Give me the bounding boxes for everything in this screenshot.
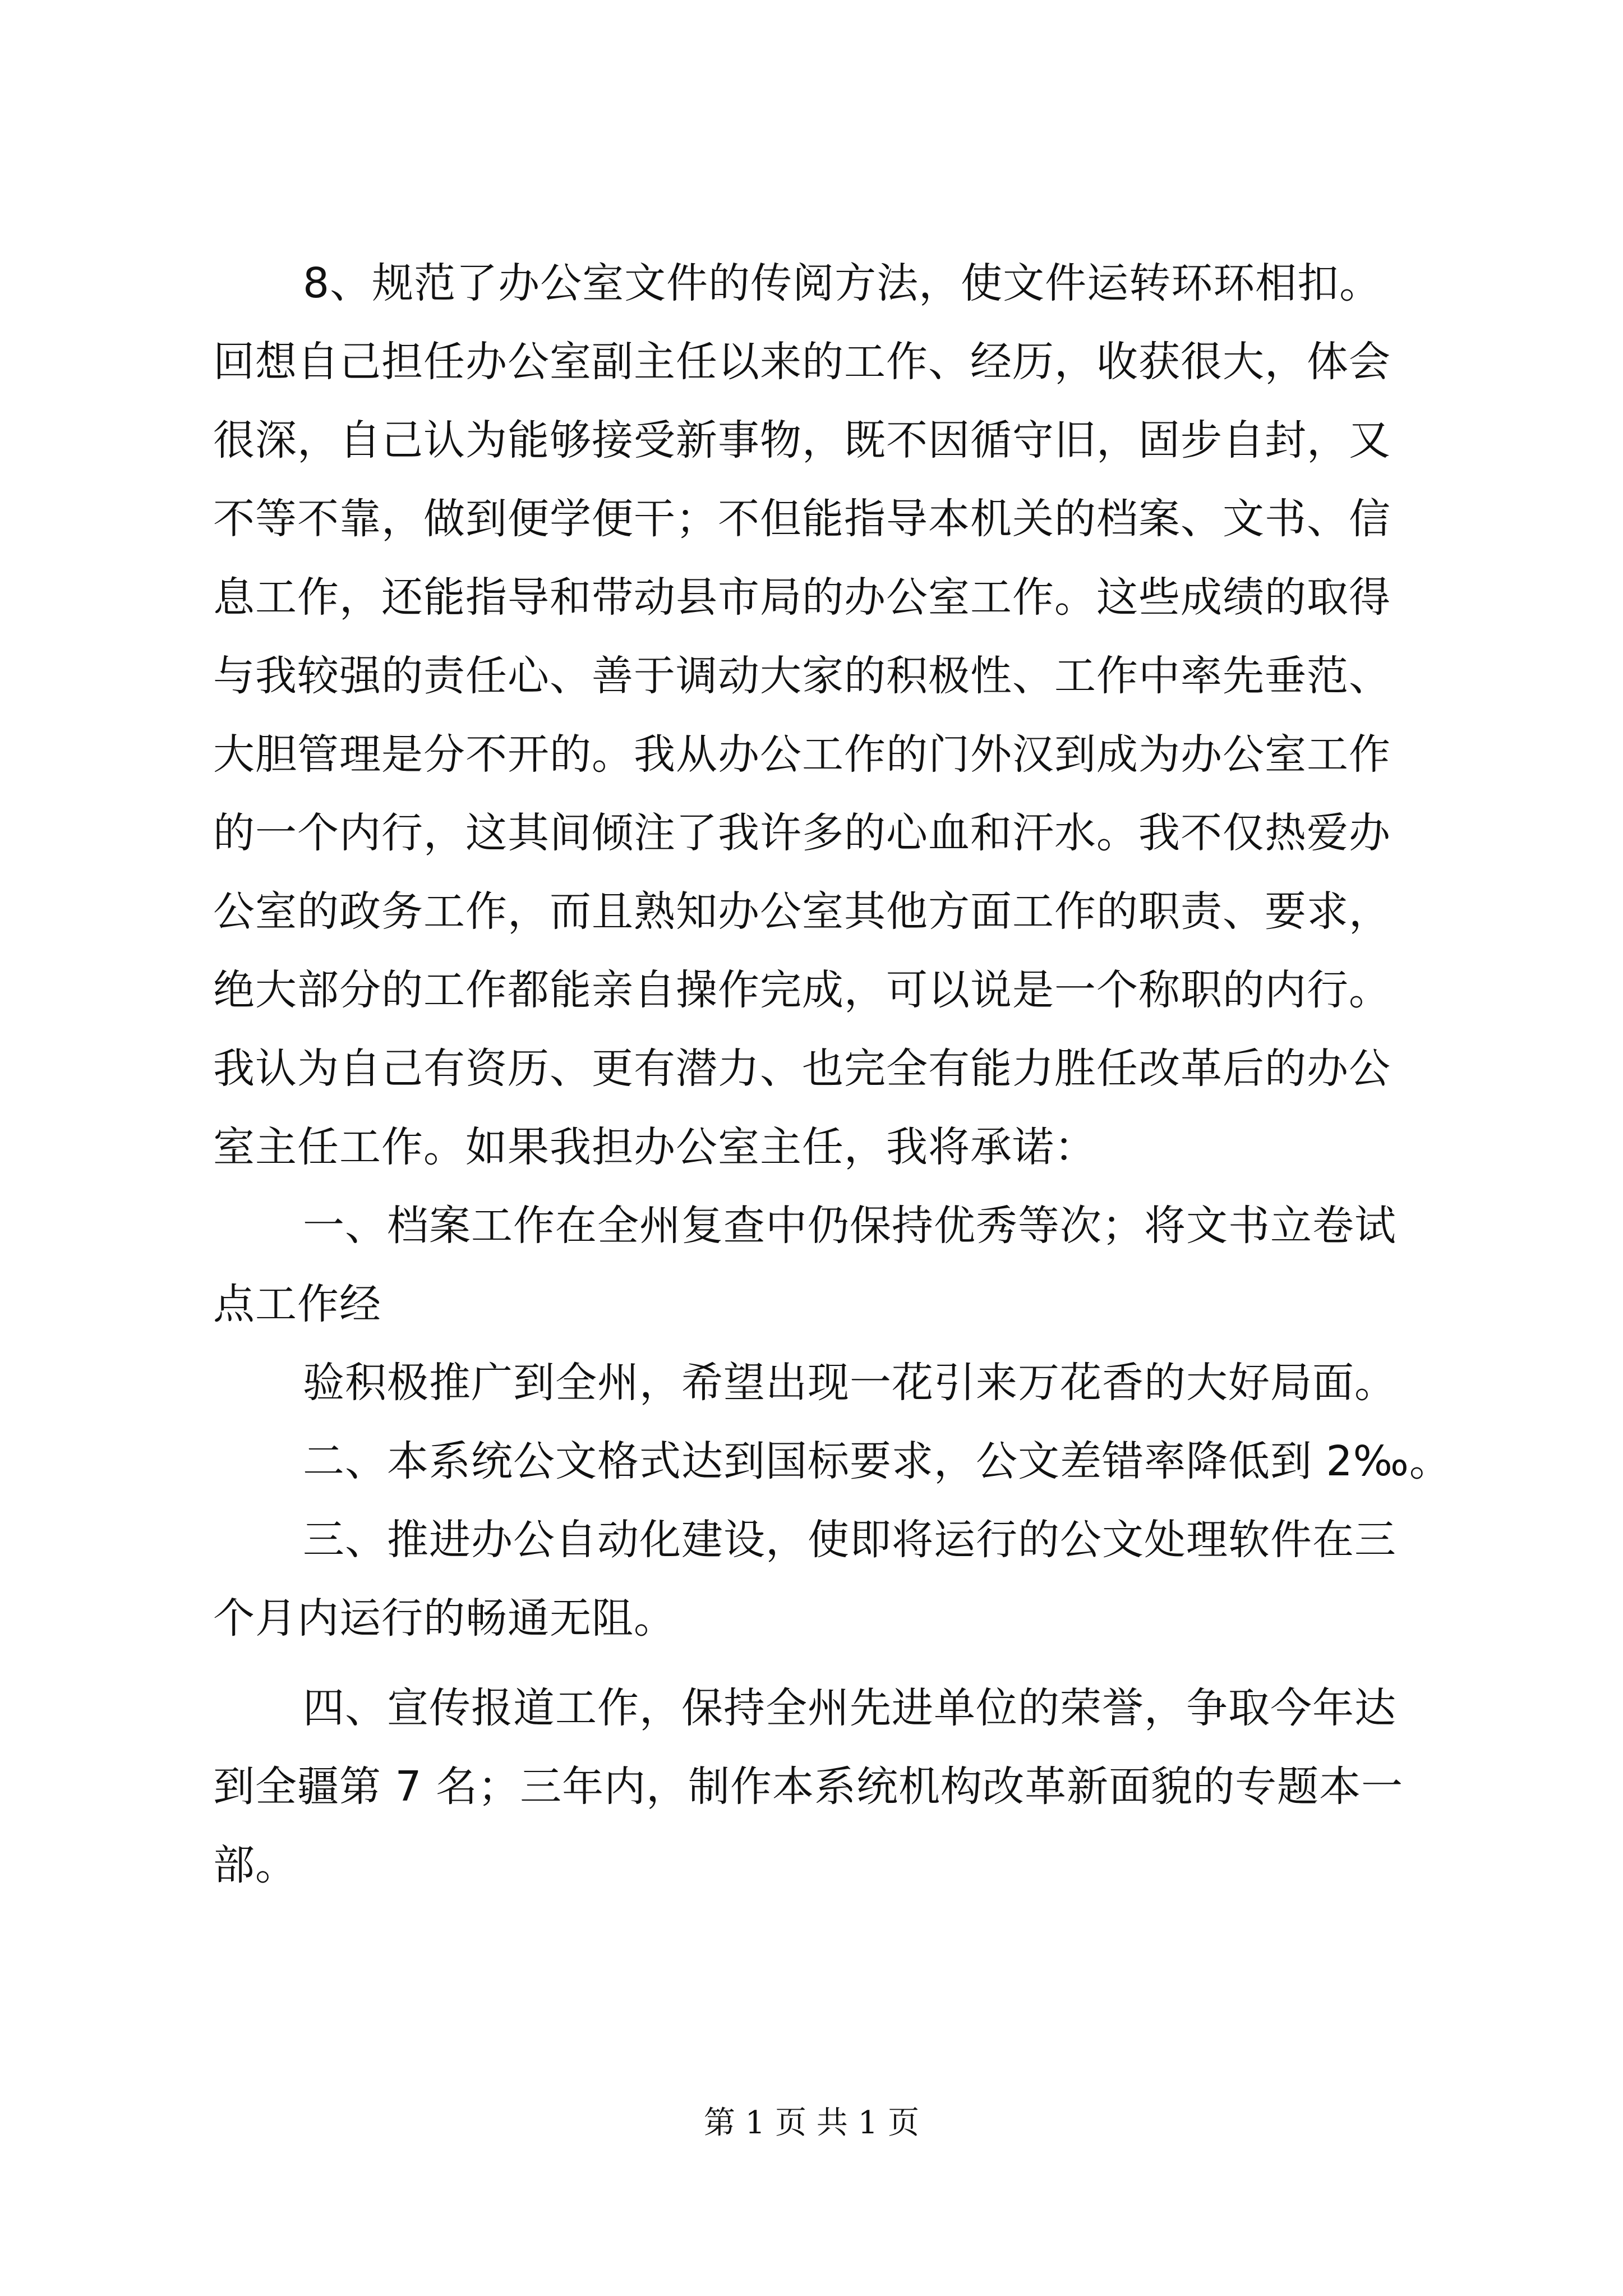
paragraph-line: 室主任工作。如果我担办公室主任，我将承诺： <box>213 1123 1096 1171</box>
paragraph-line: 验积极推广到全州，希望出现一花引来万花香的大好局面。 <box>303 1359 1396 1407</box>
paragraph-line: 与我较强的责任心、善于调动大家的积极性、工作中率先垂范、 <box>213 652 1391 700</box>
paragraph-line: 部。 <box>213 1841 297 1889</box>
paragraph-line: 回想自己担任办公室副主任以来的工作、经历，收获很大，体会 <box>213 338 1391 386</box>
paragraph-line: 公室的政务工作，而且熟知办公室其他方面工作的职责、要求， <box>213 887 1391 936</box>
paragraph-line: 四、宣传报道工作，保持全州先进单位的荣誉，争取今年达 <box>303 1684 1396 1732</box>
paragraph-line: 绝大部分的工作都能亲自操作完成，可以说是一个称职的内行。 <box>213 966 1391 1014</box>
paragraph-line: 的一个内行，这其间倾注了我许多的心血和汗水。我不仅热爱办 <box>213 809 1391 857</box>
paragraph-line: 大胆管理是分不开的。我从办公工作的门外汉到成为办公室工作 <box>213 730 1391 779</box>
paragraph-line: 一、档案工作在全州复查中仍保持优秀等次；将文书立卷试 <box>303 1202 1396 1250</box>
paragraph-line: 二、本系统公文格式达到国标要求，公文差错率降低到 2‰。 <box>303 1437 1451 1485</box>
paragraph-line: 点工作经 <box>213 1280 381 1328</box>
paragraph-line: 8、规范了办公室文件的传阅方法，使文件运转环环相扣。 <box>303 259 1382 307</box>
paragraph-line: 不等不靠，做到便学便干；不但能指导本机关的档案、文书、信 <box>213 495 1391 543</box>
paragraph-line: 息工作，还能指导和带动县市局的办公室工作。这些成绩的取得 <box>213 573 1391 622</box>
paragraph-line: 个月内运行的畅通无阻。 <box>213 1594 676 1642</box>
page-number-footer: 第 1 页 共 1 页 <box>703 2105 920 2141</box>
paragraph-line: 三、推进办公自动化建设，使即将运行的公文处理软件在三 <box>303 1516 1396 1564</box>
paragraph-line: 很深，自己认为能够接受新事物，既不因循守旧，固步自封，又 <box>213 416 1391 464</box>
paragraph-line: 到全疆第 7 名；三年内，制作本系统机构改革新面貌的专题本一 <box>213 1763 1404 1811</box>
paragraph-line: 我认为自己有资历、更有潜力、也完全有能力胜任改革后的办公 <box>213 1045 1391 1093</box>
